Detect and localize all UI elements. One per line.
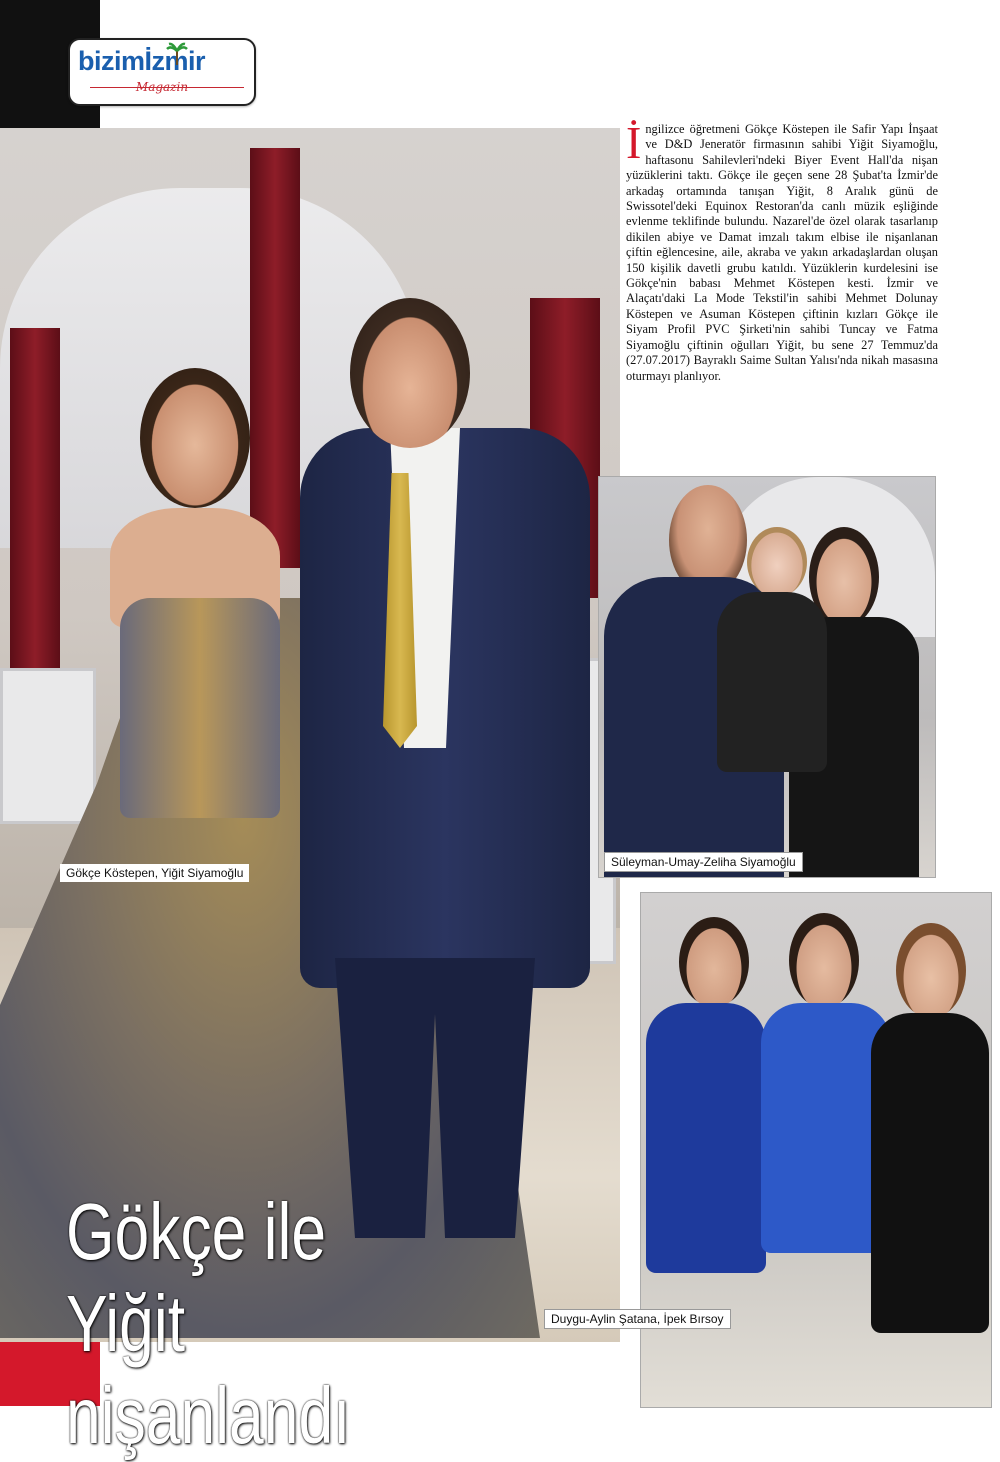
headline-line-3: nişanlandı	[66, 1371, 351, 1460]
article-text	[626, 117, 938, 384]
right-woman-head	[896, 923, 966, 1018]
left-woman-head	[679, 917, 749, 1007]
child-dress	[717, 592, 827, 772]
lantern-left	[0, 668, 96, 824]
gown-bodice	[120, 598, 280, 818]
bride-head	[140, 368, 250, 508]
logo-subtitle: Magazin	[135, 80, 189, 94]
palm-tree-icon	[167, 43, 187, 65]
family-photo	[598, 476, 936, 878]
groom-head	[350, 298, 470, 448]
family-photo-caption: Süleyman-Umay-Zeliha Siyamoğlu	[604, 852, 803, 872]
right-woman-dress	[871, 1013, 989, 1333]
child-head	[747, 527, 807, 597]
headline-line-1: Gökçe ile	[66, 1187, 327, 1276]
main-photo-caption: Gökçe Köstepen, Yiğit Siyamoğlu	[60, 864, 249, 882]
curtain-center	[250, 148, 300, 568]
article-headline	[66, 1186, 440, 1462]
main-couple-photo	[0, 128, 620, 1460]
drop-cap: İ	[626, 117, 642, 168]
center-woman-head	[789, 913, 859, 1008]
logo-wordmark: bizimİzmir	[78, 46, 206, 76]
friends-photo-caption: Duygu-Aylin Şatana, İpek Bırsoy	[544, 1309, 731, 1329]
left-woman-dress	[646, 1003, 766, 1273]
headline-line-2: Yiğit	[66, 1279, 186, 1368]
friends-photo	[640, 892, 992, 1408]
article-body: ngilizce öğretmeni Gökçe Köstepen ile Safir Yapı İnşaat ve D&D Jeneratör firmasının sahibi Yiğit Siyamoğlu, haftasonu Sahilevleri'ndeki Biyer Event Hall'da nişan yüzüklerini taktı. Gökçe ile geçen sene 28 Şubat'ta İzmir'de arkadaş ortamında tanışan Yiğit, 8 Aralık günü de Swissotel'deki Equinox Restoran'da canlı müzik eşliğinde evlenme teklifinde bulundu. Nazarel'de özel olarak tasarlanıp dikilen abiye ve Damat imzalı takım elbise ile nişanlanan çiftin eğlencesine, aile, akraba ve yakın arkadaşlardan oluşan 150 kişilik davetli grubu katıldı. Yüzüklerin kurdelesini ise Gökçe'nin babası Mehmet Köstepen kesti. İzmir ve Alaçatı'daki La Mode Tekstil'in sahibi Mehmet Dolunay Köstepen ve Asuman Köstepen çiftinin kızları Gökçe ile Siyam Profil PVC Şirketi'nin sahibi Tuncay ve Fatma Siyamoğlu çiftinin oğulları Yiğit, bu sene 27 Temmuz'da (27.07.2017) Bayraklı Saime Sultan Yalısı'nda nikah masasına oturmayı planlıyor.	[626, 122, 938, 383]
curtain-left	[10, 328, 60, 718]
magazine-logo	[68, 38, 256, 106]
